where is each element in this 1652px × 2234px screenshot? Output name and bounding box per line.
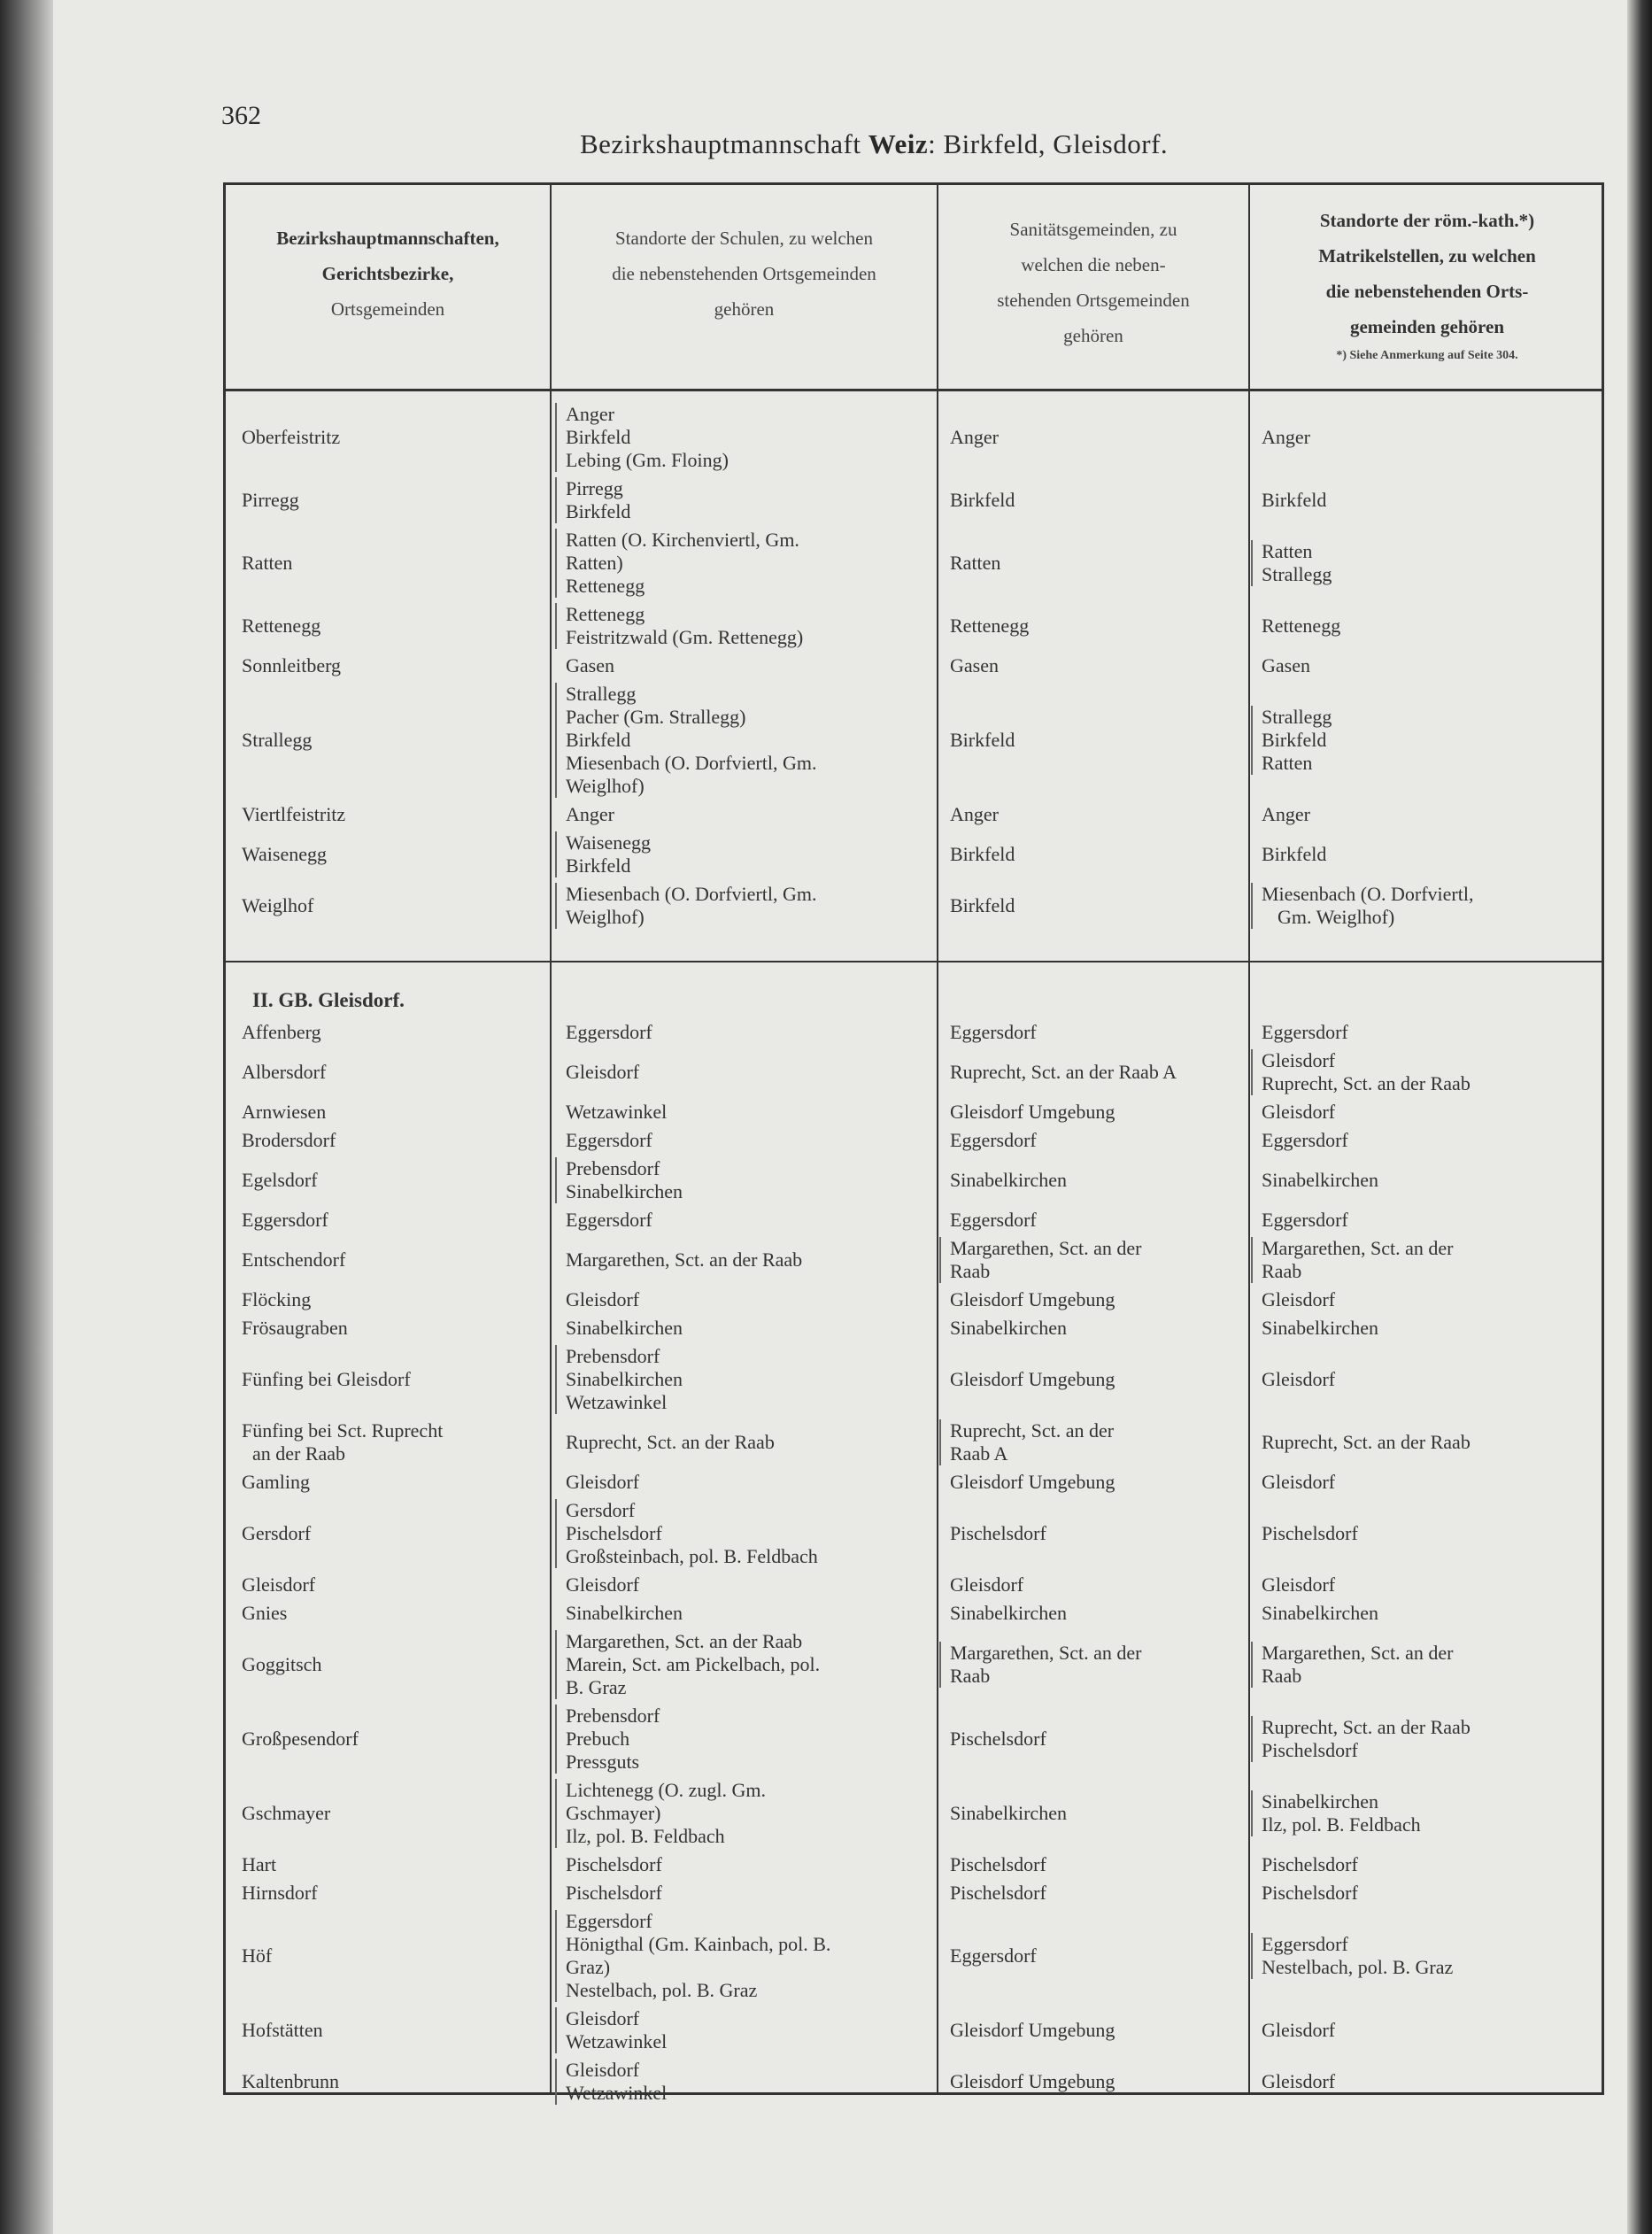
parish-register: Eggersdorf	[1262, 1933, 1348, 1955]
parish-register: Eggersdorf	[1262, 1129, 1348, 1151]
municipality-name: Albersdorf	[242, 1061, 327, 1083]
municipality-name: Gnies	[242, 1602, 288, 1624]
school-location: Anger	[566, 403, 614, 425]
school-location: Prebensdorf	[566, 1157, 660, 1179]
school-location: Prebensdorf	[566, 1704, 660, 1727]
school-location: Waisenegg	[566, 831, 651, 854]
section-rule	[226, 961, 1602, 962]
grouping-brace	[555, 1704, 560, 1774]
header-col3: Sanitätsgemeinden, zu welchen die neben- stehenden Ortsgemeinden gehören	[997, 219, 1190, 346]
sanitary-district: Gasen	[950, 654, 999, 676]
sanitary-district: Gleisdorf Umgebung	[950, 1471, 1115, 1493]
parish-register: Gleisdorf	[1262, 1368, 1336, 1390]
school-location: Wetzawinkel	[566, 1101, 668, 1123]
school-location: Birkfeld	[566, 729, 631, 751]
municipality-name: Gleisdorf	[242, 1573, 316, 1596]
school-location: Prebensdorf	[566, 1345, 660, 1367]
grouping-brace	[555, 1630, 560, 1699]
municipality-name: Arnwiesen	[242, 1101, 327, 1123]
header-col4: Standorte der röm.-kath.*) Matrikelstellen, zu welchen die nebenstehenden Orts- gemeinden gehören *) Siehe Anmerkung auf Seite 304.	[1250, 203, 1604, 367]
grouping-brace	[555, 683, 560, 798]
parish-register: Raab	[1262, 1260, 1302, 1282]
parish-register: Sinabelkirchen	[1262, 1602, 1378, 1624]
parish-register: Ratten	[1262, 540, 1313, 562]
grouping-brace	[555, 883, 560, 929]
school-location: Birkfeld	[566, 854, 631, 877]
grouping-brace	[1251, 1049, 1256, 1095]
municipality-name: Goggitsch	[242, 1653, 322, 1675]
school-location: Ratten)	[566, 552, 623, 574]
parish-register: Gleisdorf	[1262, 2019, 1336, 2041]
school-location: Prebuch	[566, 1728, 630, 1750]
sanitary-district: Eggersdorf	[950, 1021, 1037, 1043]
grouping-brace	[555, 2059, 560, 2105]
running-head-district: Weiz	[868, 128, 929, 159]
grouping-brace	[1251, 540, 1256, 586]
municipality-name: Kaltenbrunn	[242, 2070, 339, 2092]
sanitary-district: Birkfeld	[950, 843, 1015, 865]
school-location: Gleisdorf	[566, 1061, 640, 1083]
parish-register: Pischelsdorf	[1262, 1853, 1358, 1875]
parish-register: Rettenegg	[1262, 615, 1341, 637]
municipality-name: Frösaugraben	[242, 1317, 348, 1339]
sanitary-district: Ruprecht, Sct. an der Raab A	[950, 1061, 1177, 1083]
grouping-brace	[555, 1499, 560, 1568]
municipality-name: Großpesendorf	[242, 1728, 359, 1750]
municipality-name: Fünfing bei Gleisdorf	[242, 1368, 411, 1390]
sanitary-district: Pischelsdorf	[950, 1882, 1046, 1904]
grouping-brace	[939, 1419, 945, 1465]
municipality-name: Egelsdorf	[242, 1169, 318, 1191]
column-divider	[1248, 185, 1250, 2092]
school-location: Wetzawinkel	[566, 1391, 668, 1413]
school-location: Wetzawinkel	[566, 2030, 668, 2052]
sanitary-district: Raab	[950, 1260, 991, 1282]
sanitary-district: Gleisdorf Umgebung	[950, 1101, 1115, 1123]
parish-register: Anger	[1262, 426, 1310, 448]
parish-register: Gleisdorf	[1262, 1101, 1336, 1123]
school-location: Wetzawinkel	[566, 2082, 668, 2104]
parish-register: Birkfeld	[1262, 489, 1327, 511]
municipality-name: Hofstätten	[242, 2019, 323, 2041]
parish-register: Birkfeld	[1262, 729, 1327, 751]
grouping-brace	[1251, 706, 1256, 775]
sanitary-district: Sinabelkirchen	[950, 1602, 1067, 1624]
grouping-brace	[555, 529, 560, 598]
school-location: Eggersdorf	[566, 1209, 652, 1231]
school-location: Großsteinbach, pol. B. Feldbach	[566, 1545, 818, 1567]
municipality-name: Hart	[242, 1853, 277, 1875]
sanitary-district: Margarethen, Sct. an der	[950, 1237, 1142, 1259]
grouping-brace	[555, 1910, 560, 2002]
sanitary-district: Sinabelkirchen	[950, 1802, 1067, 1824]
parish-register: Ruprecht, Sct. an der Raab	[1262, 1716, 1471, 1738]
scan-binding-shadow	[0, 0, 53, 2234]
school-location: Feistritzwald (Gm. Rettenegg)	[566, 626, 804, 648]
municipality-name: Ratten	[242, 552, 293, 574]
school-location: Eggersdorf	[566, 1129, 652, 1151]
municipality-name: Entschendorf	[242, 1248, 346, 1271]
school-location: Graz)	[566, 1956, 611, 1978]
municipality-name: Gersdorf	[242, 1522, 312, 1544]
running-head: Bezirkshauptmannschaft Weiz: Birkfeld, Gleisdorf.	[580, 128, 1169, 159]
sanitary-district: Rettenegg	[950, 615, 1030, 637]
parish-register: Raab	[1262, 1665, 1302, 1687]
sanitary-district: Raab A	[950, 1442, 1008, 1465]
school-location: Pischelsdorf	[566, 1853, 662, 1875]
school-location: Margarethen, Sct. an der Raab	[566, 1248, 803, 1271]
sanitary-district: Gleisdorf Umgebung	[950, 1368, 1115, 1390]
school-location: Gasen	[566, 654, 614, 676]
school-location: Marein, Sct. am Pickelbach, pol.	[566, 1653, 821, 1675]
school-location: Birkfeld	[566, 500, 631, 522]
parish-register: Ratten	[1262, 752, 1313, 774]
parish-register: Strallegg	[1262, 563, 1332, 585]
parish-register: Miesenbach (O. Dorfviertl,	[1262, 883, 1474, 905]
school-location: Lichtenegg (O. zugl. Gm.	[566, 1779, 767, 1801]
sanitary-district: Pischelsdorf	[950, 1522, 1046, 1544]
school-location: Weiglhof)	[566, 775, 645, 797]
sanitary-district: Sinabelkirchen	[950, 1317, 1067, 1339]
school-location: Miesenbach (O. Dorfviertl, Gm.	[566, 752, 817, 774]
sanitary-district: Birkfeld	[950, 894, 1015, 916]
parish-register: Pischelsdorf	[1262, 1882, 1358, 1904]
municipality-name: an der Raab	[252, 1442, 346, 1465]
header-rule	[226, 389, 1602, 391]
school-location: Pischelsdorf	[566, 1522, 662, 1544]
grouping-brace	[1251, 1237, 1256, 1283]
grouping-brace	[555, 1157, 560, 1203]
section-title: II. GB. Gleisdorf.	[252, 989, 405, 1011]
parish-register: Gleisdorf	[1262, 1288, 1336, 1310]
parish-register: Ilz, pol. B. Feldbach	[1262, 1813, 1421, 1836]
municipality-name: Waisenegg	[242, 843, 327, 865]
grouping-brace	[555, 403, 560, 472]
school-location: Miesenbach (O. Dorfviertl, Gm.	[566, 883, 817, 905]
municipality-name: Hirnsdorf	[242, 1882, 318, 1904]
municipality-name: Höf	[242, 1944, 273, 1967]
grouping-brace	[1251, 1933, 1256, 1979]
municipality-name: Gschmayer	[242, 1802, 331, 1824]
sanitary-district: Margarethen, Sct. an der	[950, 1642, 1142, 1664]
parish-register: Margarethen, Sct. an der	[1262, 1642, 1454, 1664]
school-location: Gschmayer)	[566, 1802, 661, 1824]
municipality-name: Viertlfeistritz	[242, 803, 346, 825]
grouping-brace	[555, 1779, 560, 1848]
parish-register: Strallegg	[1262, 706, 1332, 728]
municipality-name: Brodersdorf	[242, 1129, 336, 1151]
parish-register: Margarethen, Sct. an der	[1262, 1237, 1454, 1259]
municipality-name: Gamling	[242, 1471, 310, 1493]
parish-register: Gleisdorf	[1262, 2070, 1336, 2092]
sanitary-district: Raab	[950, 1665, 991, 1687]
municipality-name: Weiglhof	[242, 894, 314, 916]
grouping-brace	[1251, 1642, 1256, 1688]
parish-register: Sinabelkirchen	[1262, 1790, 1378, 1813]
school-location: Strallegg	[566, 683, 637, 705]
grouping-brace	[1251, 1716, 1256, 1762]
school-location: Pischelsdorf	[566, 1882, 662, 1904]
municipality-name: Affenberg	[242, 1021, 321, 1043]
school-location: Gleisdorf	[566, 2059, 640, 2081]
school-location: Sinabelkirchen	[566, 1317, 683, 1339]
school-location: Hönigthal (Gm. Kainbach, pol. B.	[566, 1933, 831, 1955]
scan-right-edge	[1627, 0, 1652, 2234]
school-location: Pacher (Gm. Strallegg)	[566, 706, 746, 728]
school-location: Rettenegg	[566, 575, 645, 597]
school-location: Gleisdorf	[566, 1471, 640, 1493]
sanitary-district: Pischelsdorf	[950, 1728, 1046, 1750]
school-location: Sinabelkirchen	[566, 1368, 683, 1390]
sanitary-district: Eggersdorf	[950, 1129, 1037, 1151]
parish-register: Gasen	[1262, 654, 1310, 676]
parish-register: Sinabelkirchen	[1262, 1317, 1378, 1339]
parish-register: Nestelbach, pol. B. Graz	[1262, 1956, 1454, 1978]
sanitary-district: Pischelsdorf	[950, 1853, 1046, 1875]
school-location: Margarethen, Sct. an der Raab	[566, 1630, 803, 1652]
register-table	[223, 182, 1604, 2104]
page-number: 362	[221, 101, 261, 130]
school-location: Nestelbach, pol. B. Graz	[566, 1979, 758, 2001]
sanitary-district: Ratten	[950, 552, 1001, 574]
sanitary-district: Anger	[950, 803, 999, 825]
sanitary-district: Gleisdorf Umgebung	[950, 2019, 1115, 2041]
school-location: Eggersdorf	[566, 1021, 652, 1043]
school-location: Anger	[566, 803, 614, 825]
municipality-name: Flöcking	[242, 1288, 312, 1310]
sanitary-district: Birkfeld	[950, 489, 1015, 511]
school-location: Gleisdorf	[566, 2007, 640, 2029]
school-location: Pirregg	[566, 477, 623, 499]
sanitary-district: Gleisdorf Umgebung	[950, 2070, 1115, 2092]
school-location: Weiglhof)	[566, 906, 645, 928]
municipality-name: Fünfing bei Sct. Ruprecht	[242, 1419, 444, 1442]
grouping-brace	[555, 1345, 560, 1414]
header-col2: Standorte der Schulen, zu welchen die nebenstehenden Ortsgemeinden gehören	[612, 228, 876, 320]
grouping-brace	[555, 831, 560, 877]
school-location: Ilz, pol. B. Feldbach	[566, 1825, 725, 1847]
parish-register: Gleisdorf	[1262, 1573, 1336, 1596]
school-location: Ruprecht, Sct. an der Raab	[566, 1431, 775, 1453]
sanitary-district: Ruprecht, Sct. an der	[950, 1419, 1115, 1442]
municipality-name: Strallegg	[242, 729, 313, 751]
grouping-brace	[1251, 1790, 1256, 1836]
parish-register: Ruprecht, Sct. an der Raab	[1262, 1431, 1471, 1453]
school-location: Pressguts	[566, 1751, 640, 1773]
school-location: Sinabelkirchen	[566, 1180, 683, 1202]
school-location: Gleisdorf	[566, 1573, 640, 1596]
school-location: Lebing (Gm. Floing)	[566, 449, 729, 471]
parish-register: Sinabelkirchen	[1262, 1169, 1378, 1191]
sanitary-district: Eggersdorf	[950, 1944, 1037, 1967]
school-location: Rettenegg	[566, 603, 645, 625]
parish-register: Eggersdorf	[1262, 1209, 1348, 1231]
parish-register: Eggersdorf	[1262, 1021, 1348, 1043]
grouping-brace	[555, 477, 560, 523]
sanitary-district: Birkfeld	[950, 729, 1015, 751]
municipality-name: Oberfeistritz	[242, 426, 341, 448]
municipality-name: Rettenegg	[242, 615, 321, 637]
school-location: Sinabelkirchen	[566, 1602, 683, 1624]
parish-register: Pischelsdorf	[1262, 1522, 1358, 1544]
school-location: B. Graz	[566, 1676, 627, 1698]
header-footnote: *) Siehe Anmerkung auf Seite 304.	[1336, 349, 1518, 362]
municipality-name: Pirregg	[242, 489, 299, 511]
school-location: Birkfeld	[566, 426, 631, 448]
municipality-name: Sonnleitberg	[242, 654, 342, 676]
sanitary-district: Eggersdorf	[950, 1209, 1037, 1231]
sanitary-district: Gleisdorf Umgebung	[950, 1288, 1115, 1310]
school-location: Eggersdorf	[566, 1910, 652, 1932]
column-divider	[550, 185, 552, 2092]
header-col1: Bezirkshauptmannschaften, Gerichtsbezirke, Ortsgemeinden	[276, 228, 499, 320]
sanitary-district: Anger	[950, 426, 999, 448]
school-location: Gersdorf	[566, 1499, 636, 1521]
school-location: Ratten (O. Kirchenviertl, Gm.	[566, 529, 799, 551]
parish-register: Gleisdorf	[1262, 1471, 1336, 1493]
grouping-brace	[1251, 883, 1256, 929]
municipality-name: Eggersdorf	[242, 1209, 328, 1231]
grouping-brace	[939, 1237, 945, 1283]
sanitary-district: Sinabelkirchen	[950, 1169, 1067, 1191]
parish-register: Pischelsdorf	[1262, 1739, 1358, 1761]
sanitary-district: Gleisdorf	[950, 1573, 1024, 1596]
grouping-brace	[555, 2007, 560, 2053]
parish-register: Ruprecht, Sct. an der Raab	[1262, 1072, 1471, 1094]
parish-register: Gm. Weiglhof)	[1278, 906, 1395, 928]
grouping-brace	[555, 603, 560, 649]
column-divider	[937, 185, 938, 2092]
school-location: Gleisdorf	[566, 1288, 640, 1310]
parish-register: Birkfeld	[1262, 843, 1327, 865]
parish-register: Anger	[1262, 803, 1310, 825]
grouping-brace	[939, 1642, 945, 1688]
parish-register: Gleisdorf	[1262, 1049, 1336, 1071]
